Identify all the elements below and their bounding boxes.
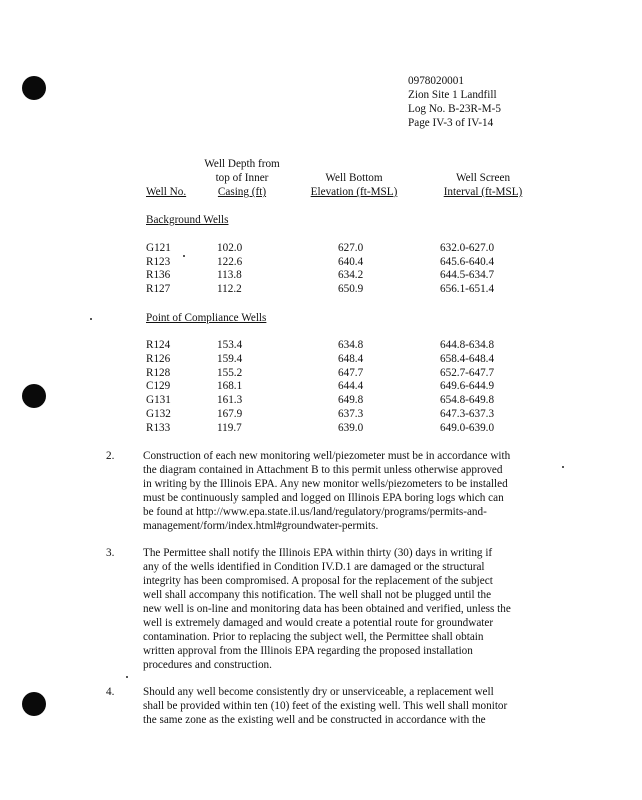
cell-screen-interval: 652.7-647.7 — [440, 367, 495, 379]
paragraph-line: must be continuously sampled and logged on Illinois EPA boring logs which can — [143, 492, 504, 504]
paragraph-line: the same zone as the existing well and be constructed in accordance with the — [143, 714, 486, 726]
paragraph-line: procedures and construction. — [143, 659, 272, 671]
document-header — [408, 74, 608, 130]
cell-bottom-elevation: 648.4 — [338, 353, 364, 365]
document-id: 0978020001 — [408, 75, 464, 87]
cell-depth: 112.2 — [217, 283, 242, 295]
paragraph-line: be found at http://www.epa.state.il.us/land/regulatory/programs/permits-and- — [143, 506, 487, 518]
cell-screen-interval: 649.0-639.0 — [440, 422, 495, 434]
cell-screen-interval: 645.6-640.4 — [440, 256, 495, 268]
cell-depth: 159.4 — [217, 353, 243, 365]
cell-bottom-elevation: 644.4 — [338, 380, 364, 392]
scan-speck — [126, 676, 128, 678]
cell-well-no: G132 — [146, 408, 171, 420]
cell-well-no: G131 — [146, 394, 171, 406]
scan-speck — [90, 318, 92, 320]
cell-bottom-elevation: 649.8 — [338, 394, 364, 406]
paragraph-number: 4. — [106, 686, 115, 698]
section-title-background-wells: Background Wells — [146, 214, 229, 226]
paragraph-line: new well is on-line and monitoring data has been obtained and verified, unless the — [143, 603, 511, 615]
cell-well-no: G121 — [146, 242, 171, 254]
cell-depth: 102.0 — [217, 242, 243, 254]
cell-bottom-elevation: 637.3 — [338, 408, 364, 420]
log-number: Log No. B-23R-M-5 — [408, 103, 501, 115]
cell-depth: 155.2 — [217, 367, 243, 379]
cell-screen-interval: 647.3-637.3 — [440, 408, 495, 420]
cell-bottom-elevation: 634.2 — [338, 269, 364, 281]
paragraph-2 — [143, 449, 563, 533]
site-name: Zion Site 1 Landfill — [408, 89, 497, 101]
cell-well-no: R133 — [146, 422, 171, 434]
cell-well-no: R123 — [146, 256, 171, 268]
paragraph-line: The Permittee shall notify the Illinois EPA within thirty (30) days in writing if — [143, 547, 493, 559]
cell-screen-interval: 644.8-634.8 — [440, 339, 495, 351]
cell-well-no: R136 — [146, 269, 171, 281]
cell-depth: 153.4 — [217, 339, 243, 351]
paragraph-line: well shall accompany this notification. The well shall not be plugged until the — [143, 589, 492, 601]
paragraph-line: in writing by the Illinois EPA. Any new monitor wells/piezometers to be installed — [143, 478, 508, 490]
cell-well-no: R128 — [146, 367, 171, 379]
cell-screen-interval: 654.8-649.8 — [440, 394, 495, 406]
cell-bottom-elevation: 634.8 — [338, 339, 364, 351]
cell-screen-interval: 644.5-634.7 — [440, 269, 495, 281]
section-title-point-of-compliance-wells: Point of Compliance Wells — [146, 312, 267, 324]
cell-bottom-elevation: 639.0 — [338, 422, 364, 434]
paragraph-number: 3. — [106, 547, 115, 559]
cell-screen-interval: 656.1-651.4 — [440, 283, 495, 295]
paragraph-line: written approval from the Illinois EPA regarding the proposed installation — [143, 645, 473, 657]
cell-screen-interval: 632.0-627.0 — [440, 242, 495, 254]
col-header-bottom-elevation: Well Bottom Elevation (ft-MSL) — [310, 172, 398, 198]
paragraph-3 — [143, 546, 563, 672]
paragraph-line: the diagram contained in Attachment B to this permit unless otherwise approved — [143, 464, 503, 476]
paragraph-4 — [143, 685, 563, 727]
page-number: Page IV-3 of IV-14 — [408, 117, 494, 129]
cell-well-no: C129 — [146, 380, 171, 392]
col-header-well-no: Well No. — [146, 186, 187, 198]
cell-depth: 167.9 — [217, 408, 243, 420]
cell-depth: 119.7 — [217, 422, 242, 434]
binder-hole-bottom — [22, 692, 46, 716]
cell-bottom-elevation: 640.4 — [338, 256, 364, 268]
cell-depth: 168.1 — [217, 380, 243, 392]
binder-hole-middle — [22, 384, 46, 408]
cell-depth: 122.6 — [217, 256, 243, 268]
cell-bottom-elevation: 627.0 — [338, 242, 364, 254]
cell-depth: 113.8 — [217, 269, 242, 281]
paragraph-line: Construction of each new monitoring well/piezometer must be in accordance with — [143, 450, 511, 462]
paragraph-line: contamination. Prior to replacing the subject well, the Permittee shall obtain — [143, 631, 484, 643]
cell-well-no: R126 — [146, 353, 171, 365]
cell-well-no: R124 — [146, 339, 171, 351]
cell-screen-interval: 658.4-648.4 — [440, 353, 495, 365]
cell-depth: 161.3 — [217, 394, 243, 406]
paragraph-line: integrity has been compromised. A proposal for the replacement of the subject — [143, 575, 493, 587]
col-header-screen-interval: Well Screen Interval (ft-MSL) — [443, 172, 523, 198]
paragraph-line: management/form/index.html#groundwater-permits. — [143, 520, 379, 532]
paragraph-line: well is extremely damaged and would create a potential route for groundwater — [143, 617, 494, 629]
cell-bottom-elevation: 647.7 — [338, 367, 364, 379]
cell-well-no: R127 — [146, 283, 171, 295]
cell-screen-interval: 649.6-644.9 — [440, 380, 495, 392]
binder-hole-top — [22, 76, 46, 100]
col-header-depth: Well Depth from top of Inner Casing (ft) — [204, 158, 280, 198]
paragraph-number: 2. — [106, 450, 115, 462]
paragraph-line: any of the wells identified in Condition IV.D.1 are damaged or the structural — [143, 561, 485, 573]
scan-speck — [183, 255, 185, 257]
paragraph-line: Should any well become consistently dry or unserviceable, a replacement well — [143, 686, 494, 698]
paragraph-line: shall be provided within ten (10) feet of the existing well. This well shall monitor — [143, 700, 508, 712]
cell-bottom-elevation: 650.9 — [338, 283, 364, 295]
